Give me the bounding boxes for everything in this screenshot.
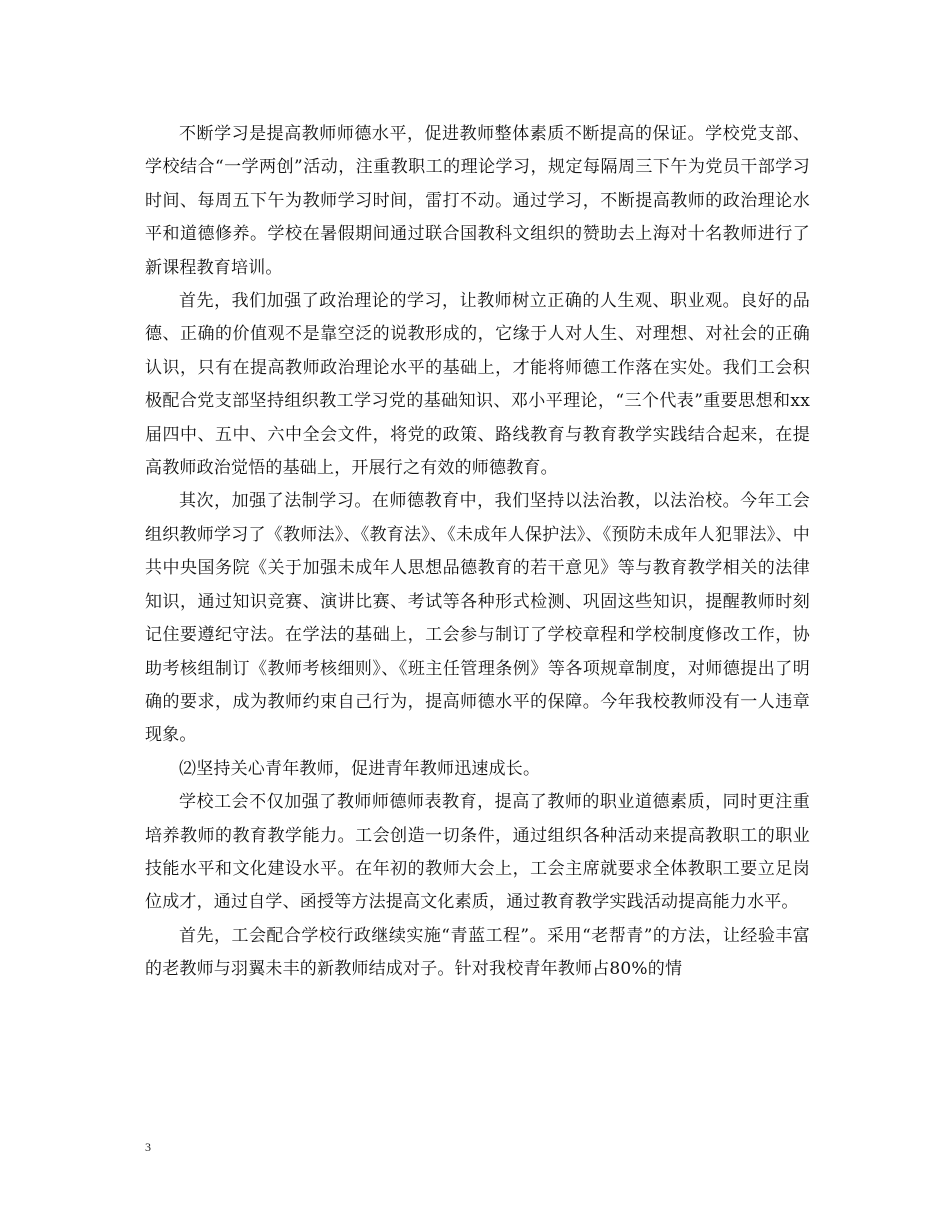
paragraph-mentoring-program: 首先，工会配合学校行政继续实施“青蓝工程”。采用“老帮青”的方法，让经验丰富的老教师与羽翼未丰的新教师结成对子。针对我校青年教师占80%的情 bbox=[145, 925, 810, 980]
paragraph-political-theory: 首先，我们加强了政治理论的学习，让教师树立正确的人生观、职业观。良好的品德、正确的价值观不是靠空泛的说教形成的，它缘于人对人生、对理想、对社会的正确认识，只有在提高教师政治理论水平的基础上，才能将师德工作落在实处。我们工会积极配合党支部坚持组织教工学习党的基础知识、邓小平理论，“三个代表”重要思想和xx届四中、五中、六中全会文件，将党的政策、路线教育与教育教学实践结合起来，在提高教师政治觉悟的基础上，开展行之有效的师德教育。 bbox=[145, 291, 810, 479]
paragraph-young-teachers-heading: ⑵坚持关心青年教师，促进青年教师迅速成长。 bbox=[179, 758, 541, 779]
paragraph-teaching-ability: 学校工会不仅加强了教师师德师表教育，提高了教师的职业道德素质，同时更注重培养教师的教育教学能力。工会创造一切条件，通过组织各种活动来提高教职工的职业技能水平和文化建设水平。在年初的教师大会上，工会主席就要求全体教职工要立足岗位成才，通过自学、函授等方法提高文化素质，通过教育教学实践活动提高能力水平。 bbox=[145, 792, 810, 913]
page-number: 3 bbox=[145, 1140, 151, 1154]
document-body bbox=[145, 118, 810, 987]
paragraph-legal-study: 其次，加强了法制学习。在师德教育中，我们坚持以法治教，以法治校。今年工会组织教师学习了《教师法》、《教育法》、《未成年人保护法》、《预防未成年人犯罪法》、中共中央国务院《关于加强未成年人思想品德教育的若干意见》等与教育教学相关的法律知识，通过知识竞赛、演讲比赛、考试等各种形式检测、巩固这些知识，提醒教师时刻记住要遵纪守法。在学法的基础上，工会参与制订了学校章程和学校制度修改工作，协助考核组制订《教师考核细则》、《班主任管理条例》等各项规章制度，对师德提出了明确的要求，成为教师约束自己行为，提高师德水平的保障。今年我校教师没有一人违章现象。 bbox=[145, 491, 810, 746]
paragraph-continuous-learning: 不断学习是提高教师师德水平，促进教师整体素质不断提高的保证。学校党支部、学校结合“一学两创”活动，注重教职工的理论学习，规定每隔周三下午为党员干部学习时间、每周五下午为教师学习时间，雷打不动。通过学习，不断提高教师的政治理论水平和道德修养。学校在暑假期间通过联合国教科文组织的赞助去上海对十名教师进行了新课程教育培训。 bbox=[145, 124, 810, 278]
